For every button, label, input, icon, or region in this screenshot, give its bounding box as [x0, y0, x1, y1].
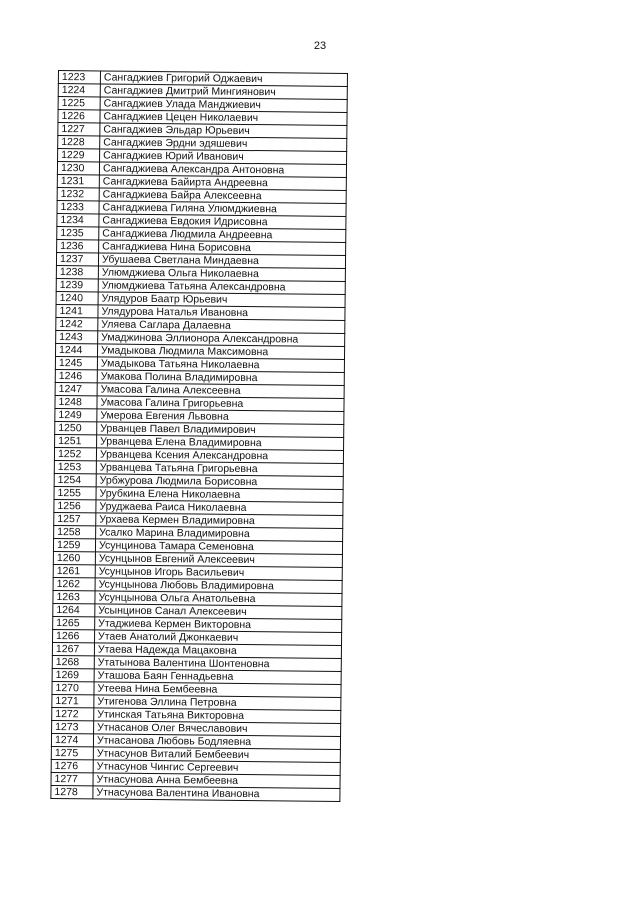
row-number: 1228 [58, 136, 100, 149]
person-name: Урбжурова Людмила Борисовна [96, 474, 343, 490]
person-name: Умакова Полина Владимировна [97, 370, 344, 386]
person-name: Улюмджиева Татьяна Александровна [98, 279, 345, 295]
person-name: Сангаджиев Григорий Оджаевич [100, 71, 347, 87]
row-number: 1258 [54, 525, 96, 538]
row-number: 1225 [58, 97, 100, 110]
row-number: 1261 [53, 564, 95, 577]
row-number: 1227 [58, 123, 100, 136]
person-name: Сангаджиева Гиляна Улюмджиевна [99, 201, 346, 217]
person-name: Сангаджиева Евдокия Идрисовна [99, 214, 346, 230]
person-name: Утеева Нина Бембеевна [94, 682, 341, 698]
row-number: 1273 [52, 720, 94, 733]
row-number: 1265 [53, 616, 95, 629]
name-list-table-wrapper [50, 70, 348, 802]
person-name: Утнасунов Чингис Сергеевич [93, 760, 340, 776]
person-name: Урванцева Елена Владимировна [97, 435, 344, 451]
row-number: 1237 [56, 252, 98, 265]
row-number: 1232 [57, 187, 99, 200]
row-number: 1270 [52, 681, 94, 694]
row-number: 1271 [52, 694, 94, 707]
person-name: Сангаджиева Байирта Андреевна [99, 175, 346, 191]
person-name: Утнасунова Валентина Ивановна [93, 786, 340, 802]
row-number: 1238 [56, 265, 98, 278]
person-name: Утнасунов Виталий Бембеевич [93, 747, 340, 763]
row-number: 1234 [57, 213, 99, 226]
person-name: Улядурова Наталья Ивановна [98, 305, 345, 321]
person-name: Утнасанов Олег Вячеславович [94, 721, 341, 737]
row-number: 1247 [55, 382, 97, 395]
row-number: 1252 [54, 447, 96, 460]
person-name: Сангаджиев Эрдни эдяшевич [100, 136, 347, 152]
person-name: Сангаджиева Людмила Андреевна [99, 227, 346, 243]
row-number: 1240 [56, 291, 98, 304]
row-number: 1272 [52, 707, 94, 720]
person-name: Сангаджиева Александра Антоновна [99, 162, 346, 178]
person-name: Сангаджиев Цецен Николаевич [100, 110, 347, 126]
row-number: 1277 [51, 772, 93, 785]
row-number: 1248 [55, 395, 97, 408]
row-number: 1278 [51, 785, 93, 798]
person-name: Утаджиева Кермен Викторовна [95, 617, 342, 633]
row-number: 1267 [52, 642, 94, 655]
person-name: Умадыкова Людмила Максимовна [97, 344, 344, 360]
person-name: Утаева Надежда Мацаковна [94, 643, 341, 659]
row-number: 1274 [51, 733, 93, 746]
row-number: 1249 [55, 408, 97, 421]
row-number: 1223 [58, 71, 100, 84]
row-number: 1231 [57, 174, 99, 187]
person-name: Усалко Марина Владимировна [96, 526, 343, 542]
person-name: Уруджаева Раиса Николаевна [96, 500, 343, 516]
person-name: Умадыкова Татьяна Николаевна [97, 357, 344, 373]
person-name: Усунцынов Игорь Васильевич [95, 565, 342, 581]
person-name: Убушаева Светлана Миндаевна [98, 253, 345, 269]
row-number: 1263 [53, 590, 95, 603]
person-name: Урванцев Павел Владимирович [97, 422, 344, 438]
row-number: 1226 [58, 110, 100, 123]
row-number: 1275 [51, 746, 93, 759]
row-number: 1254 [54, 473, 96, 486]
row-number: 1224 [58, 84, 100, 97]
row-number: 1257 [54, 512, 96, 525]
row-number: 1241 [56, 304, 98, 317]
person-name: Урхаева Кермен Владимировна [96, 513, 343, 529]
row-number: 1264 [53, 603, 95, 616]
person-name: Улюмджиева Ольга Николаевна [98, 266, 345, 282]
row-number: 1243 [56, 330, 98, 343]
name-list-table [50, 70, 348, 802]
row-number: 1269 [52, 668, 94, 681]
person-name: Усынцинов Санал Алексеевич [95, 604, 342, 620]
person-name: Уташова Баян Геннадьевна [94, 669, 341, 685]
row-number: 1230 [57, 162, 99, 175]
row-number: 1244 [55, 343, 97, 356]
person-name: Усунцынова Любовь Владимировна [95, 578, 342, 594]
person-name: Утнасунова Анна Бембеевна [93, 773, 340, 789]
person-name: Умаджинова Эллионора Александровна [98, 331, 345, 347]
row-number: 1276 [51, 759, 93, 772]
person-name: Утатынова Валентина Шонтеновна [94, 656, 341, 672]
person-name: Сангаджиева Байра Алексеевна [99, 188, 346, 204]
person-name: Сангаджиева Нина Борисовна [99, 240, 346, 256]
person-name: Урубкина Елена Николаевна [96, 487, 343, 503]
person-name: Усунцынова Ольга Анатольевна [95, 591, 342, 607]
row-number: 1260 [53, 551, 95, 564]
person-name: Утнасанова Любовь Бодляевна [93, 734, 340, 750]
row-number: 1268 [52, 655, 94, 668]
row-number: 1253 [54, 460, 96, 473]
name-list-body [51, 71, 348, 802]
row-number: 1262 [53, 577, 95, 590]
row-number: 1242 [56, 317, 98, 330]
person-name: Усунцинова Тамара Семеновна [95, 539, 342, 555]
row-number: 1239 [56, 278, 98, 291]
person-name: Сангаджиев Эльдар Юрьевич [100, 123, 347, 139]
row-number: 1251 [55, 434, 97, 447]
person-name: Сангаджиев Улада Манджиевич [100, 97, 347, 113]
row-number: 1236 [57, 239, 99, 252]
row-number: 1245 [55, 356, 97, 369]
row-number: 1266 [53, 629, 95, 642]
table-row [51, 785, 340, 801]
row-number: 1233 [57, 200, 99, 213]
person-name: Уляева Саглара Далаевна [98, 318, 345, 334]
person-name: Улядуров Баатр Юрьевич [98, 292, 345, 308]
row-number: 1246 [55, 369, 97, 382]
row-number: 1229 [58, 149, 100, 162]
person-name: Урванцева Татьяна Григорьевна [96, 461, 343, 477]
row-number: 1235 [57, 226, 99, 239]
row-number: 1255 [54, 486, 96, 499]
person-name: Утаев Анатолий Джонкаевич [95, 630, 342, 646]
person-name: Умерова Евгения Львовна [97, 409, 344, 425]
person-name: Сангаджиев Юрий Иванович [100, 149, 347, 165]
person-name: Утигенова Эллина Петровна [94, 695, 341, 711]
person-name: Умасова Галина Григорьевна [97, 396, 344, 412]
person-name: Усунцынов Евгений Алексеевич [95, 552, 342, 568]
person-name: Утинская Татьяна Викторовна [94, 708, 341, 724]
row-number: 1250 [55, 421, 97, 434]
page-number: 23 [313, 40, 327, 52]
person-name: Умасова Галина Алексеевна [97, 383, 344, 399]
row-number: 1259 [53, 538, 95, 551]
person-name: Сангаджиев Дмитрий Мингиянович [100, 84, 347, 100]
row-number: 1256 [54, 499, 96, 512]
person-name: Урванцева Ксения Александровна [96, 448, 343, 464]
